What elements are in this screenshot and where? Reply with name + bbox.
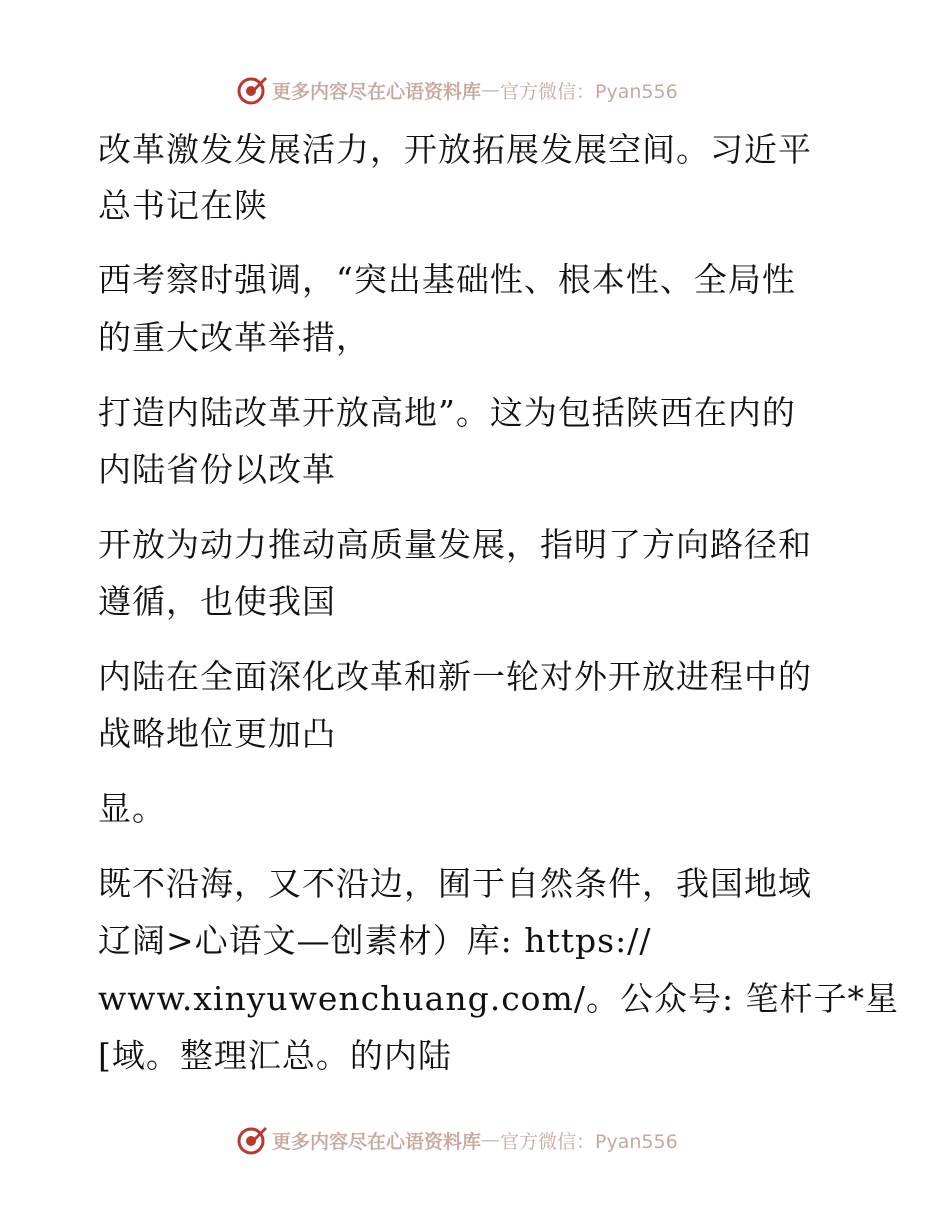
- body-line: 的重大改革举措，: [98, 318, 370, 357]
- watermark-contact-text: 官方微信：Pyan556: [500, 80, 678, 103]
- body-line: 打造内陆改革开放高地”。这为包括陕西在内的: [98, 393, 796, 432]
- watermark-contact-text: 官方微信：Pyan556: [500, 1130, 678, 1153]
- watermark-separator: —: [481, 79, 501, 101]
- body-line: 开放为动力推动高质量发展，指明了方向路径和: [98, 525, 812, 564]
- body-line: 改革激发发展活力，开放拓展发展空间。习近平: [98, 130, 812, 169]
- body-line: 辽阔>心语文—创素材）库: https://: [98, 921, 652, 960]
- body-line: 遵循，也使我国: [98, 582, 336, 621]
- body-line: 总书记在陕: [98, 186, 268, 225]
- watermark-main-text: 更多内容尽在心语资料库: [272, 1130, 482, 1153]
- watermark-main-text: 更多内容尽在心语资料库: [272, 80, 482, 103]
- footer-watermark: [236, 1120, 678, 1160]
- pen-logo-icon: [236, 74, 268, 106]
- body-line: 内陆省份以改革: [98, 450, 336, 489]
- body-line: 战略地位更加凸: [98, 714, 336, 753]
- watermark-separator: —: [481, 1129, 501, 1151]
- body-line: 内陆在全面深化改革和新一轮对外开放进程中的: [98, 657, 812, 696]
- header-watermark: [236, 70, 678, 110]
- body-line: www.xinyuwenchuang.com/。公众号: 笔杆子*星: [98, 979, 900, 1018]
- body-line: 西考察时强调，“突出基础性、根本性、全局性: [98, 260, 796, 299]
- body-line: 显。: [98, 789, 166, 828]
- pen-logo-icon: [236, 1124, 268, 1156]
- body-line: 既不沿海，又不沿边，囿于自然条件，我国地域: [98, 864, 812, 903]
- body-line: [域。整理汇总。的内陆: [98, 1036, 452, 1075]
